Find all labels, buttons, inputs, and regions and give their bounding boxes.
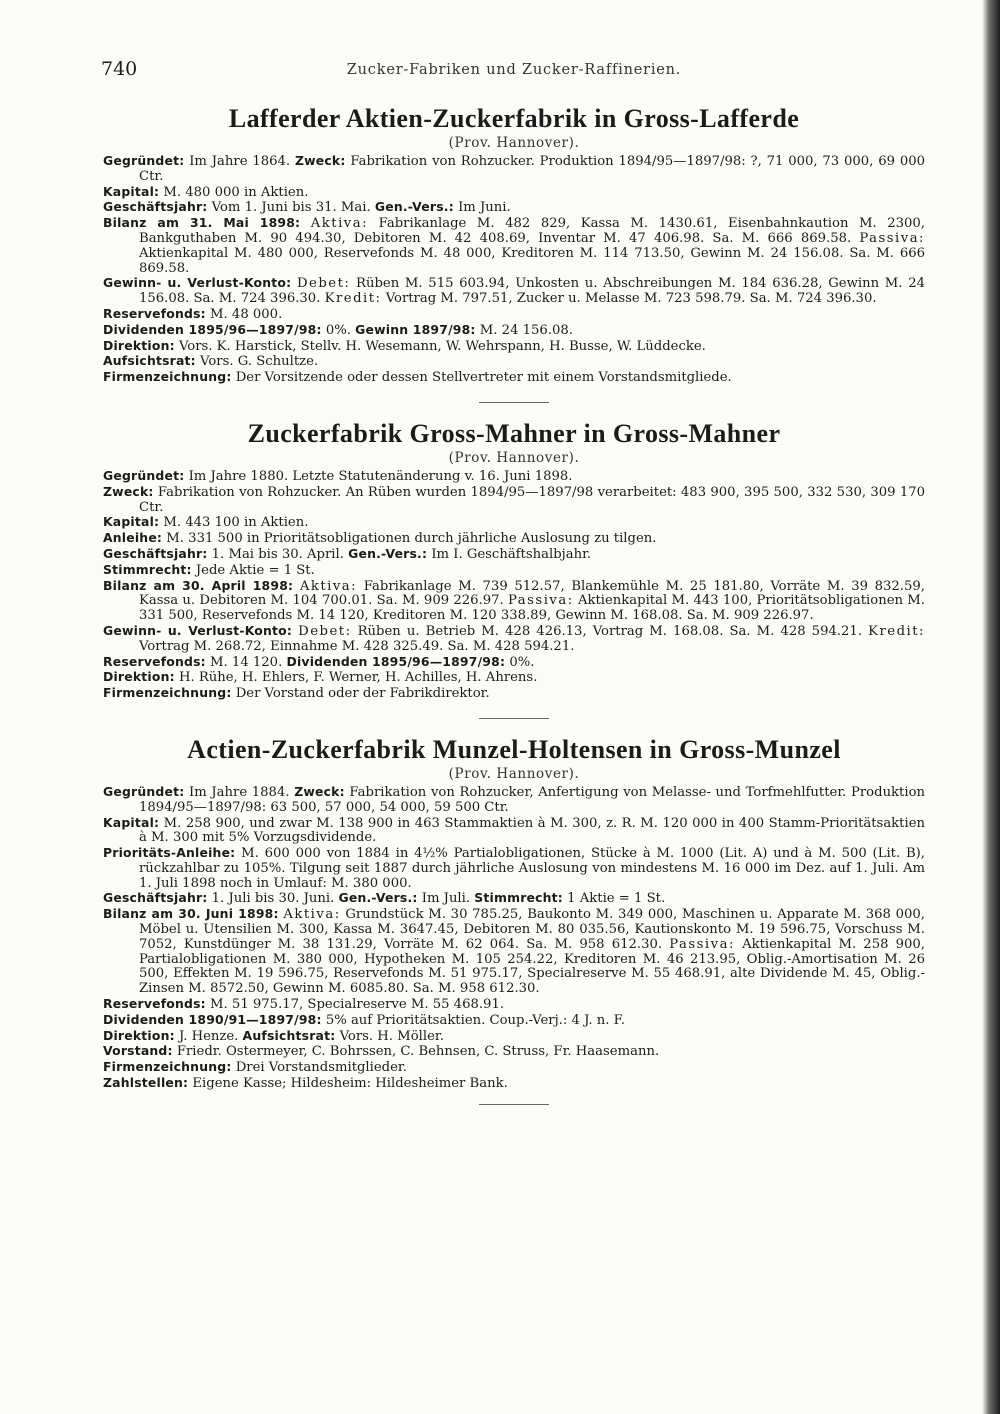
entry-paragraph (103, 323, 925, 339)
entry-label: Firmenzeichnung: (103, 369, 232, 385)
entry-paragraph (103, 997, 925, 1013)
entry-paragraph (103, 891, 925, 907)
province-note: (Prov. Hannover). (448, 765, 580, 782)
entry-paragraph (103, 354, 925, 370)
entry-paragraph (103, 624, 925, 655)
entry-label: Reservefonds: (103, 305, 206, 321)
entry-text: M. 331 500 in Prioritätsobligationen durch jährliche Auslosung zu tilgen. (166, 531, 657, 547)
entry-label: Zweck: (294, 783, 345, 799)
entry-paragraph (103, 469, 925, 485)
entry-text: M. 24 156.08. (479, 322, 573, 338)
account-side-text: Rüben u. Betrieb M. 428 426.13, Vortrag M. 168.08. Sa. M. 428 594.21. (357, 623, 863, 639)
account-side-text: Fabrikanlage M. 482 829, Kassa M. 1430.61, Eisenbahnkaution M. 2300, Bankguthaben M. 90 494.30, Debitoren M. 42 408.69, Inventar M. 47 406.98. Sa. M. 666 869.58. (139, 216, 925, 246)
account-side-text: Rüben M. 515 603.94, Unkosten u. Abschreibungen M. 184 636.28, Gewinn M. 24 156.08. Sa. M. 724 396.30. (139, 276, 925, 307)
entry-label: Dividenden 1895/96—1897/98: (103, 321, 322, 337)
entry-text: 0%. (325, 322, 351, 338)
entry-paragraph (103, 563, 925, 579)
entry-text: 5% auf Prioritätsaktien. Coup.-Verj.: 4 J. n. F. (325, 1012, 625, 1028)
entry-text: Vom 1. Juni bis 31. Mai. (211, 200, 371, 216)
account-side-text: Vortrag M. 268.72, Einnahme M. 428 325.49. Sa. M. 428 594.21. (139, 638, 575, 654)
account-side-text: Aktienkapital M. 443 100, Prioritätsobligationen M. 331 500, Reservefonds M. 14 120, Kreditoren M. 120 338.89, Gewinn M. 168.08. Sa. M. 909 226.97. (139, 593, 925, 624)
entry-text: Der Vorstand oder der Fabrikdirektor. (235, 686, 490, 702)
account-side-label: Passiva: (508, 593, 574, 609)
entry-text: Im I. Geschäftshalbjahr. (431, 546, 592, 562)
account-side-label: Aktiva: (310, 216, 369, 232)
entry-label: Stimmrecht: (103, 561, 192, 577)
entry-paragraph (103, 154, 925, 185)
entry-label: Zweck: (103, 483, 154, 499)
entry-paragraph (103, 200, 925, 216)
account-side-label: Kredit: (868, 623, 925, 639)
entry-label: Gewinn- u. Verlust-Konto: (103, 622, 293, 638)
entry-label: Bilanz am 30. April 1898: (103, 577, 294, 593)
entry-label: Anleihe: (103, 530, 163, 546)
page-header (103, 58, 925, 88)
entry-paragraph (103, 216, 925, 276)
entry-paragraph (103, 655, 925, 671)
entry-label: Aufsichtsrat: (103, 353, 196, 369)
entry-label: Bilanz am 31. Mai 1898: (103, 215, 301, 231)
section-divider (479, 1104, 549, 1105)
entry-text: Im Jahre 1880. Letzte Statutenänderung v. 16. Juni 1898. (188, 468, 573, 484)
entry-text: Vors. H. Möller. (339, 1028, 444, 1044)
entry-text: 0%. (509, 654, 535, 670)
entry-paragraph (103, 1044, 925, 1060)
entry-paragraph (103, 547, 925, 563)
entry-label: Zahlstellen: (103, 1075, 189, 1091)
entry-text: Friedr. Ostermeyer, C. Bohrssen, C. Behnsen, C. Struss, Fr. Haasemann. (176, 1044, 660, 1060)
entry-label: Prioritäts-Anleihe: (103, 845, 236, 861)
company-title: Lafferder Aktien-Zuckerfabrik in Gross-Lafferde (228, 104, 800, 133)
entry-label: Dividenden 1895/96—1897/98: (286, 653, 506, 669)
entry-paragraph (103, 185, 925, 201)
entry-text: H. Rühe, H. Ehlers, F. Werner, H. Achilles, H. Ahrens. (178, 670, 538, 686)
entry-text: M. 600 000 von 1884 in 4½% Partialobligationen, Stücke à M. 1000 (Lit. A) und à M. 500 (Lit. B), rückzahlbar zu 105%. Tilgung seit 1887 durch jährliche Auslosung von mindestens M. 16 000 im Dez. auf 1. Juli. Am 1. Juli 1898 noch in Umlauf: M. 380 000. (139, 846, 925, 891)
entry-paragraph (103, 579, 925, 624)
entry-label: Gen.-Vers.: (348, 545, 428, 561)
entry-label: Direktion: (103, 1027, 175, 1043)
company-title: Zuckerfabrik Gross-Mahner in Gross-Mahner (247, 418, 781, 448)
entry-text: 1. Juli bis 30. Juni. (211, 891, 335, 907)
account-side-text: Vortrag M. 797.51, Zucker u. Melasse M. 723 598.79. Sa. M. 724 396.30. (385, 291, 877, 307)
account-side-label: Debet: (296, 276, 351, 292)
entry-text: Fabrikation von Rohzucker, Anfertigung von Melasse- und Torfmehlfutter. Produktion 1894/95—1897/98: 63 500, 57 000, 54 000, 59 500 Ctr. (139, 784, 925, 815)
entry-text: Jede Aktie = 1 St. (195, 562, 315, 578)
province-note: (Prov. Hannover). (448, 135, 580, 151)
entry-label: Firmenzeichnung: (103, 1059, 232, 1075)
entry-paragraph (103, 816, 925, 847)
entry-text: Im Juli. (421, 891, 471, 907)
entry-label: Direktion: (103, 669, 175, 685)
entry-text: Im Juni. (458, 200, 511, 216)
entry-paragraph (103, 1029, 925, 1045)
section-divider (479, 718, 549, 719)
entry-label: Geschäftsjahr: (103, 199, 208, 215)
entry-label: Geschäftsjahr: (103, 545, 208, 561)
entry-label: Kapital: (103, 814, 160, 830)
entry-paragraph (103, 785, 925, 816)
entry-paragraph (103, 485, 925, 516)
page-number: 740 (101, 58, 138, 80)
entry-text: Vors. G. Schultze. (200, 354, 319, 370)
entry-text: Im Jahre 1864. (189, 154, 291, 169)
entry-text: Fabrikation von Rohzucker. An Rüben wurden 1894/95—1897/98 verarbeitet: 483 900, 395 500, 332 530, 309 170 Ctr. (139, 484, 925, 515)
entry-paragraph (103, 670, 925, 686)
section-divider (479, 402, 549, 403)
entry-paragraph (103, 276, 925, 307)
entry-text: Im Jahre 1884. (189, 784, 290, 800)
province-note: (Prov. Hannover). (448, 449, 580, 466)
entry-label: Gewinn- u. Verlust-Konto: (103, 275, 292, 291)
entry-label: Geschäftsjahr: (103, 890, 208, 906)
entry-text: J. Henze. (178, 1028, 239, 1044)
entry-text: 1. Mai bis 30. April. (211, 546, 344, 562)
entry-label: Stimmrecht: (474, 890, 563, 906)
entry-paragraph (103, 686, 925, 702)
account-side-label: Aktiva: (283, 907, 341, 923)
entry-paragraph (103, 515, 925, 531)
entry-paragraph (103, 339, 925, 355)
entry-paragraph (103, 370, 925, 386)
entry-label: Kapital: (103, 514, 160, 530)
entry-label: Gegründet: (103, 467, 185, 483)
entry-label: Bilanz am 30. Juni 1898: (103, 906, 279, 922)
entry-label: Dividenden 1890/91—1897/98: (103, 1011, 322, 1027)
entry-text: M. 443 100 in Aktien. (163, 515, 309, 531)
entry-paragraph (103, 1060, 925, 1076)
account-side-label: Passiva: (859, 230, 925, 246)
company-sections (103, 104, 925, 1105)
page-edge-shadow (982, 0, 1000, 1414)
entry-text: M. 51 975.17, Specialreserve M. 55 468.91. (210, 997, 505, 1013)
entry-text: M. 258 900, und zwar M. 138 900 in 463 Stammaktien à M. 300, z. R. M. 120 000 in 400 Stamm-Prioritätsaktien à M. 300 mit 5% Vorzugsdividende. (139, 815, 925, 846)
entry-label: Direktion: (103, 337, 175, 353)
entry-paragraph (103, 846, 925, 891)
entry-text: 1 Aktie = 1 St. (567, 891, 666, 907)
entry-label: Gewinn 1897/98: (355, 321, 476, 337)
entry-text: M. 480 000 in Aktien. (163, 184, 309, 200)
entry-text: M. 48 000. (210, 306, 283, 322)
entry-label: Gegründet: (103, 783, 185, 799)
account-side-label: Aktiva: (299, 578, 358, 594)
entry-paragraph (103, 907, 925, 997)
entry-label: Gegründet: (103, 153, 185, 168)
entry-label: Kapital: (103, 183, 160, 199)
account-side-label: Debet: (298, 623, 352, 639)
entry-label: Reservefonds: (103, 653, 206, 669)
entry-label: Firmenzeichnung: (103, 685, 232, 701)
entry-paragraph (103, 1013, 925, 1029)
entry-text: Fabrikation von Rohzucker. Produktion 1894/95—1897/98: ?, 71 000, 73 000, 69 000 Ctr. (139, 154, 925, 184)
entry-paragraph (103, 307, 925, 323)
entry-label: Vorstand: (103, 1043, 173, 1059)
entry-paragraph (103, 531, 925, 547)
entry-text: M. 14 120. (210, 654, 283, 670)
running-title: Zucker-Fabriken und Zucker-Raffinerien. (346, 62, 682, 78)
entry-label: Zweck: (294, 153, 346, 168)
document-page (103, 58, 925, 1119)
account-side-text: Fabrikanlage M. 739 512.57, Blankemühle M. 25 181.80, Vorräte M. 39 832.59, Kassa u. Debitoren M. 104 700.01. Sa. M. 909 226.97. (139, 578, 925, 609)
entry-text: Eigene Kasse; Hildesheim: Hildesheimer Bank. (192, 1076, 508, 1092)
entry-text: Vors. K. Harstick, Stellv. H. Wesemann, W. Wehrspann, H. Busse, W. Lüddecke. (178, 338, 706, 354)
entry-text: Drei Vorstandsmitglieder. (235, 1060, 407, 1076)
entry-label: Reservefonds: (103, 996, 206, 1012)
account-side-label: Passiva: (669, 936, 735, 952)
account-side-text: Aktienkapital M. 480 000, Reservefonds M. 48 000, Kreditoren M. 114 713.50, Gewinn M. 24 156.08. Sa. M. 666 869.58. (139, 245, 925, 276)
entry-paragraph (103, 1076, 925, 1092)
account-side-text: Grundstück M. 30 785.25, Baukonto M. 349 000, Maschinen u. Apparate M. 368 000, Möbel u. Utensilien M. 300, Kassa M. 3647.45, Debitoren M. 80 035.56, Kautionskonto M. 19 596.75, Vorschuss M. 7052, Kunstdünger M. 38 131.29, Vorräte M. 62 064. Sa. M. 958 612.30. (139, 907, 925, 952)
account-side-text: Aktienkapital M. 258 900, Partialobligationen M. 380 000, Hypotheken M. 105 254.22, Kreditoren M. 46 213.95, Oblig.-Amortisation M. 26 500, Effekten M. 19 596.75, Reservefonds M. 51 975.17, Specialreserve M. 55 468.91, alte Dividende M. 45, Oblig.-Zinsen M. 8572.50, Gewinn M. 6085.80. Sa. M. 958 612.30. (139, 936, 925, 997)
account-side-label: Kredit: (324, 291, 382, 307)
company-title: Actien-Zuckerfabrik Munzel-Holtensen in Gross-Munzel (187, 734, 841, 764)
entry-text: Der Vorsitzende oder dessen Stellvertreter mit einem Vorstandsmitgliede. (235, 370, 732, 386)
entry-label: Aufsichtsrat: (242, 1027, 336, 1043)
entry-label: Gen.-Vers.: (338, 890, 418, 906)
entry-label: Gen.-Vers.: (374, 199, 454, 215)
